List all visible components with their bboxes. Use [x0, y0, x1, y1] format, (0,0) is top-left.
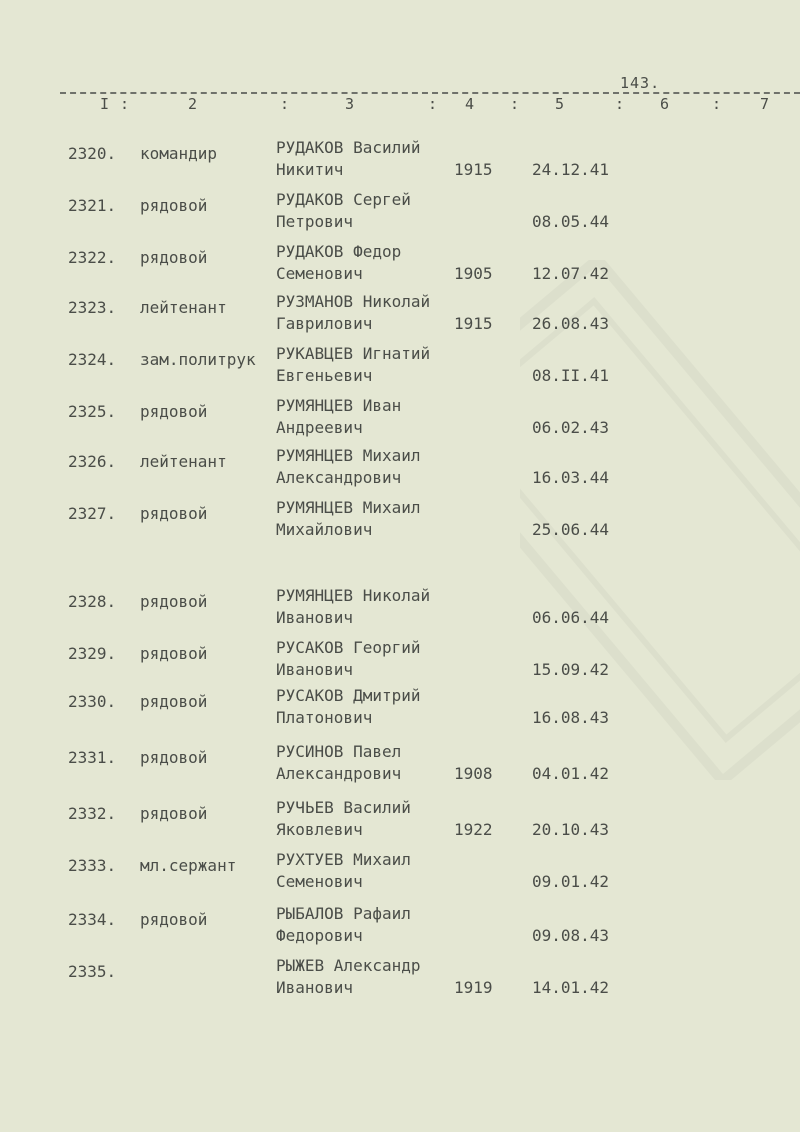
record-surname-name: РУМЯНЦЕВ Иван: [276, 396, 402, 415]
record-patronymic: Гаврилович: [276, 314, 373, 333]
record-patronymic: Семенович: [276, 872, 363, 891]
record-date: 25.06.44: [532, 520, 610, 539]
record-row: [0, 498, 800, 554]
record-date: 09.08.43: [532, 926, 610, 945]
record-date: 15.09.42: [532, 660, 610, 679]
column-separator: :: [280, 95, 290, 113]
record-number: 2335.: [68, 962, 117, 981]
record-number: 2326.: [68, 452, 117, 471]
record-rank: рядовой: [140, 644, 208, 663]
record-patronymic: Михайлович: [276, 520, 373, 539]
column-header: 2: [188, 95, 198, 113]
record-date: 06.06.44: [532, 608, 610, 627]
record-date: 16.03.44: [532, 468, 610, 487]
record-patronymic: Александрович: [276, 764, 402, 783]
column-separator: :: [510, 95, 520, 113]
record-rank: рядовой: [140, 692, 208, 711]
record-surname-name: РУСАКОВ Георгий: [276, 638, 421, 657]
record-number: 2321.: [68, 196, 117, 215]
record-patronymic: Петрович: [276, 212, 354, 231]
record-rank: лейтенант: [140, 452, 227, 471]
record-surname-name: РУДАКОВ Василий: [276, 138, 421, 157]
record-rank: рядовой: [140, 748, 208, 767]
record-number: 2330.: [68, 692, 117, 711]
record-row: [0, 686, 800, 742]
record-patronymic: Евгеньевич: [276, 366, 373, 385]
record-rank: мл.сержант: [140, 856, 237, 875]
column-header: 4: [465, 95, 475, 113]
record-date: 26.08.43: [532, 314, 610, 333]
column-header: 3: [345, 95, 355, 113]
record-patronymic: Платонович: [276, 708, 373, 727]
record-number: 2327.: [68, 504, 117, 523]
record-birth-year: 1919: [454, 978, 493, 997]
record-rank: рядовой: [140, 910, 208, 929]
record-surname-name: РУМЯНЦЕВ Михаил: [276, 446, 421, 465]
record-row: [0, 396, 800, 452]
page-number: 143.: [620, 74, 661, 92]
record-rank: рядовой: [140, 248, 208, 267]
record-rank: рядовой: [140, 804, 208, 823]
record-number: 2325.: [68, 402, 117, 421]
column-header: 6: [660, 95, 670, 113]
record-date: 12.07.42: [532, 264, 610, 283]
record-surname-name: РУДАКОВ Федор: [276, 242, 402, 261]
record-patronymic: Андреевич: [276, 418, 363, 437]
record-surname-name: РУХТУЕВ Михаил: [276, 850, 411, 869]
record-rank: рядовой: [140, 504, 208, 523]
record-patronymic: Иванович: [276, 978, 354, 997]
record-surname-name: РУДАКОВ Сергей: [276, 190, 411, 209]
record-number: 2333.: [68, 856, 117, 875]
record-number: 2328.: [68, 592, 117, 611]
record-surname-name: РЫБАЛОВ Рафаил: [276, 904, 411, 923]
column-separator: :: [120, 95, 130, 113]
record-date: 08.II.41: [532, 366, 610, 385]
record-birth-year: 1922: [454, 820, 493, 839]
record-rank: командир: [140, 144, 218, 163]
record-row: [0, 446, 800, 502]
record-patronymic: Иванович: [276, 608, 354, 627]
record-patronymic: Александрович: [276, 468, 402, 487]
record-birth-year: 1908: [454, 764, 493, 783]
record-number: 2324.: [68, 350, 117, 369]
record-birth-year: 1915: [454, 314, 493, 333]
record-surname-name: РУЧЬЕВ Василий: [276, 798, 411, 817]
record-number: 2329.: [68, 644, 117, 663]
record-rank: рядовой: [140, 196, 208, 215]
record-patronymic: Яковлевич: [276, 820, 363, 839]
record-patronymic: Семенович: [276, 264, 363, 283]
record-surname-name: РУСАКОВ Дмитрий: [276, 686, 421, 705]
record-row: [0, 742, 800, 798]
record-patronymic: Никитич: [276, 160, 344, 179]
column-separator: :: [712, 95, 722, 113]
record-date: 20.10.43: [532, 820, 610, 839]
record-number: 2334.: [68, 910, 117, 929]
column-separator: :: [428, 95, 438, 113]
record-rank: лейтенант: [140, 298, 227, 317]
record-date: 14.01.42: [532, 978, 610, 997]
record-number: 2322.: [68, 248, 117, 267]
record-row: [0, 292, 800, 348]
record-number: 2320.: [68, 144, 117, 163]
record-row: [0, 344, 800, 400]
column-separator: :: [615, 95, 625, 113]
record-date: 16.08.43: [532, 708, 610, 727]
column-header: 7: [760, 95, 770, 113]
record-row: [0, 586, 800, 642]
record-surname-name: РУКАВЦЕВ Игнатий: [276, 344, 431, 363]
record-surname-name: РУЗМАНОВ Николай: [276, 292, 431, 311]
record-surname-name: РЫЖЕВ Александр: [276, 956, 421, 975]
record-surname-name: РУСИНОВ Павел: [276, 742, 402, 761]
record-number: 2323.: [68, 298, 117, 317]
record-date: 06.02.43: [532, 418, 610, 437]
record-patronymic: Федорович: [276, 926, 363, 945]
record-row: [0, 798, 800, 854]
record-date: 08.05.44: [532, 212, 610, 231]
record-row: [0, 904, 800, 960]
column-header: 5: [555, 95, 565, 113]
column-header: I: [100, 95, 110, 113]
record-rank: зам.политрук: [140, 350, 256, 369]
record-surname-name: РУМЯНЦЕВ Михаил: [276, 498, 421, 517]
record-date: 04.01.42: [532, 764, 610, 783]
record-rank: рядовой: [140, 592, 208, 611]
record-date: 24.12.41: [532, 160, 610, 179]
record-number: 2331.: [68, 748, 117, 767]
record-birth-year: 1905: [454, 264, 493, 283]
record-number: 2332.: [68, 804, 117, 823]
record-row: [0, 138, 800, 194]
record-row: [0, 850, 800, 906]
record-row: [0, 956, 800, 1012]
record-patronymic: Иванович: [276, 660, 354, 679]
record-rank: рядовой: [140, 402, 208, 421]
record-surname-name: РУМЯНЦЕВ Николай: [276, 586, 431, 605]
record-birth-year: 1915: [454, 160, 493, 179]
record-row: [0, 242, 800, 298]
record-row: [0, 190, 800, 246]
record-date: 09.01.42: [532, 872, 610, 891]
